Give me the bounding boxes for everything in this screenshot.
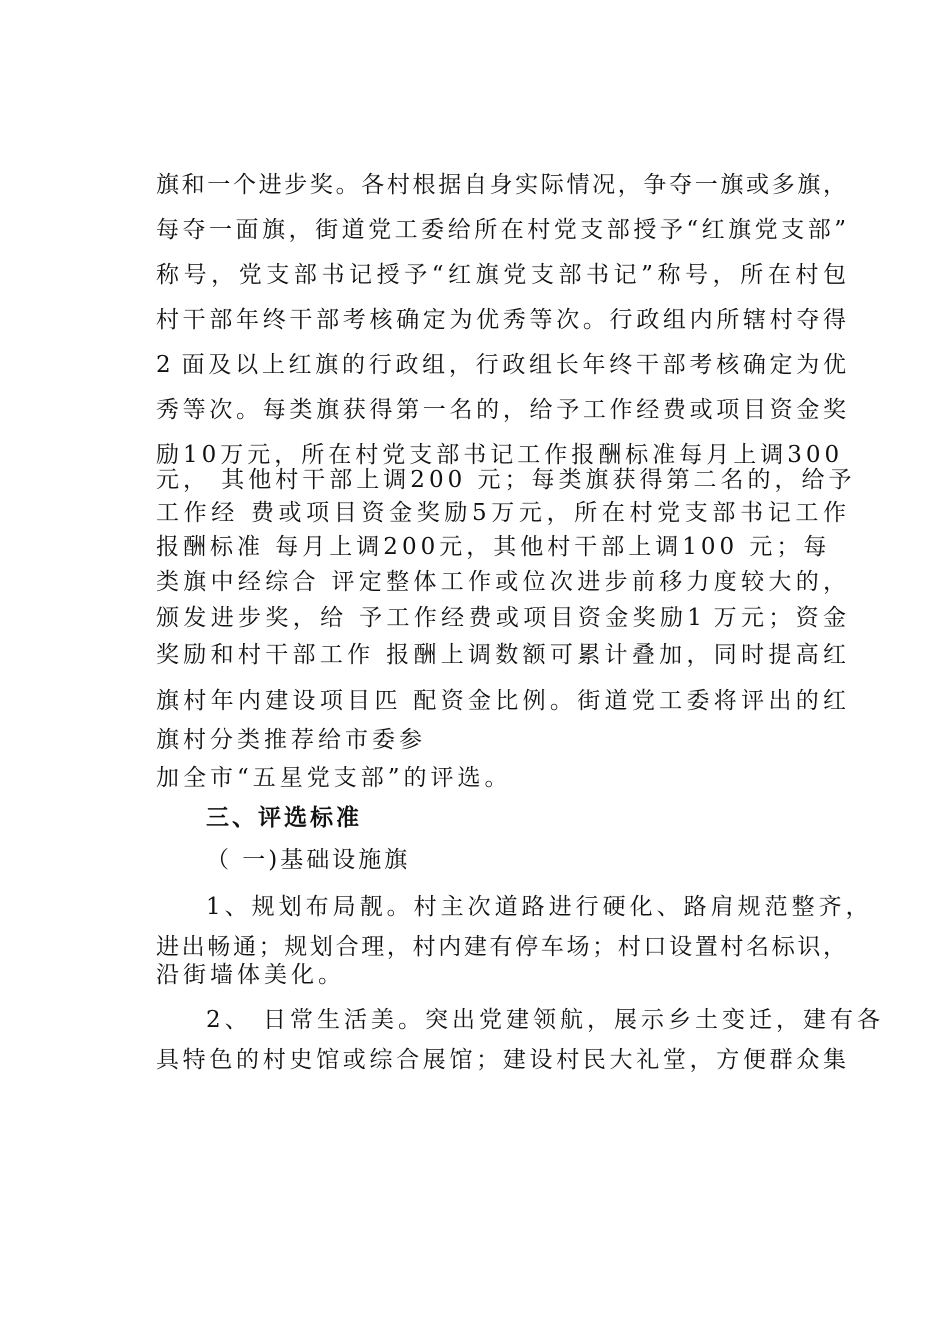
body-text-line: 励10万元，所在村党支部书记工作报酬标准每月上调300 bbox=[156, 442, 844, 468]
subheading: （ 一)基础设施旗 bbox=[206, 847, 411, 873]
body-text-line: 颁发进步奖，给 予工作经费或项目资金奖励1 万元；资金 bbox=[156, 605, 846, 631]
body-text-line: 奖励和村干部工作 报酬上调数额可累计叠加，同时提高红 bbox=[156, 642, 846, 668]
body-text-line: 2 面及以上红旗的行政组，行政组长年终干部考核确定为优 bbox=[156, 352, 846, 378]
body-text-line: 旗村年内建设项目匹 配资金比例。街道党工委将评出的红 bbox=[156, 688, 846, 714]
item-text-line: 具特色的村史馆或综合展馆；建设村民大礼堂，方便群众集 bbox=[156, 1047, 846, 1073]
item-text-line: 1、规划布局靓。村主次道路进行硬化、路肩规范整齐， bbox=[206, 894, 873, 920]
item-text-line: 进出畅通；规划合理，村内建有停车场；村口设置村名标识， bbox=[156, 934, 846, 960]
body-text-line: 村干部年终干部考核确定为优秀等次。行政组内所辖村夺得 bbox=[156, 307, 846, 333]
body-text-line: 类旗中经综合 评定整体工作或位次进步前移力度较大的， bbox=[156, 569, 846, 595]
body-text-line: 旗村分类推荐给市委参 bbox=[156, 727, 426, 753]
body-text-line: 称号，党支部书记授予“红旗党支部书记”称号，所在村包 bbox=[156, 262, 846, 288]
item-text-line: 沿街墙体美化。 bbox=[156, 962, 345, 988]
body-text-line: 报酬标准 每月上调200元，其他村干部上调100 元；每 bbox=[156, 534, 831, 560]
body-text-line: 工作经 费或项目资金奖励5万元，所在村党支部书记工作 bbox=[156, 500, 846, 526]
body-text-line: 加全市“五星党支部”的评选。 bbox=[156, 765, 512, 791]
section-heading: 三、评选标准 bbox=[206, 805, 362, 831]
body-text-line: 旗和一个进步奖。各村根据自身实际情况，争夺一旗或多旗， bbox=[156, 172, 846, 198]
body-text-line: 元， 其他村干部上调200 元；每类旗获得第二名的，给予 bbox=[156, 467, 856, 493]
body-text-line: 每夺一面旗，街道党工委给所在村党支部授予“红旗党支部” bbox=[156, 217, 846, 243]
body-text-line: 秀等次。每类旗获得第一名的，给予工作经费或项目资金奖 bbox=[156, 397, 846, 423]
item-text-line: 2、 日常生活美。突出党建领航，展示乡土变迁，建有各 bbox=[206, 1007, 884, 1033]
